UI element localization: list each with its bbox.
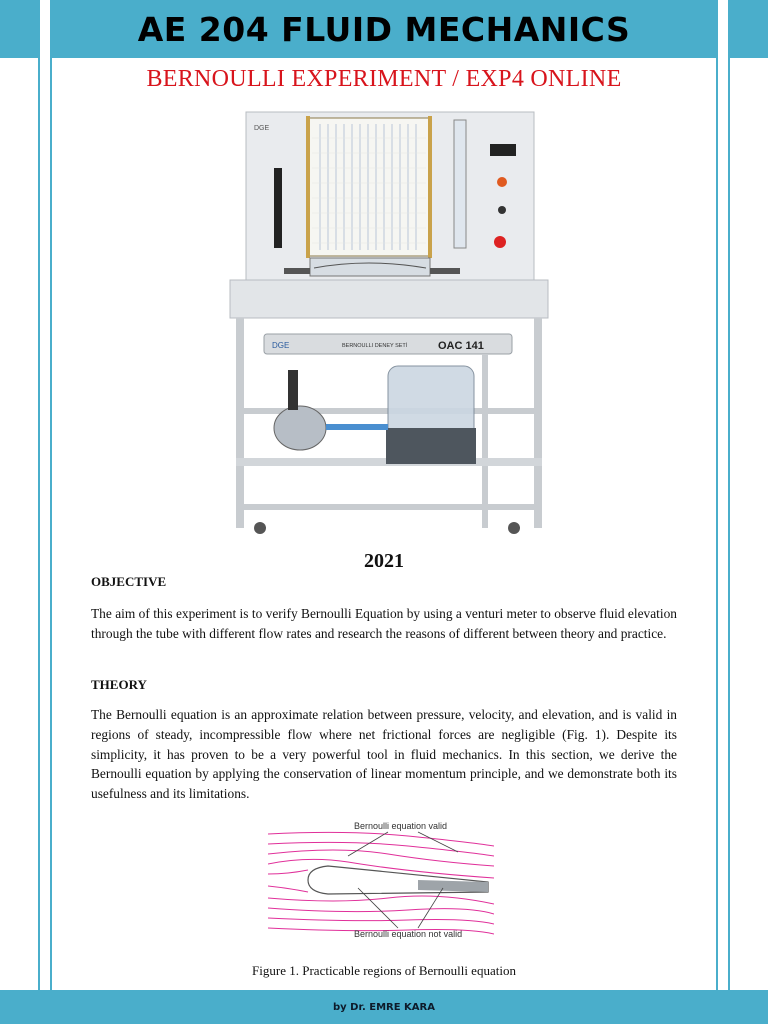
label-valid: Bernoulli equation valid — [354, 821, 448, 831]
label-not-valid: Bernoulli equation not valid — [354, 929, 463, 939]
page-title: AE 204 FLUID MECHANICS — [137, 9, 631, 49]
svg-text:DGE: DGE — [254, 125, 270, 132]
bernoulli-regions-figure — [268, 816, 494, 942]
objective-heading: OBJECTIVE — [91, 574, 167, 589]
header-band-left — [0, 0, 38, 58]
objective-paragraph: The aim of this experiment is to verify Bernoulli Equation by using a venturi meter to observe fluid elevation through the tube with different flow rates and research the reasons of different between theory and practice. — [91, 606, 677, 641]
page-subtitle: BERNOULLI EXPERIMENT / EXP4 ONLINE — [146, 66, 622, 92]
header-band-right — [730, 0, 768, 58]
frame-line-left-outer — [38, 0, 40, 1024]
frame-line-left-inner — [50, 0, 52, 1024]
panel-brand-text: BERNOULLI DENEY SETİ — [342, 343, 408, 349]
svg-text:DGE: DGE — [272, 341, 290, 350]
year-label: 2021 — [364, 550, 404, 572]
theory-paragraph: The Bernoulli equation is an approximate relation between pressure, velocity, and elevation, and is valid in regions of steady, incompressible flow where net frictional forces are negligible (Fig. 1). Despite its simplicity, it has proven to be a very powerful tool in fluid mechanics. In this section, we derive the Bernoulli equation by applying the conservation of linear momentum principle, and we demonstrate both its usefulness and its limitations. — [91, 707, 677, 802]
header-banner — [52, 0, 716, 58]
panel-model-text: OAC 141 — [438, 340, 484, 352]
figure-caption: Figure 1. Practicable regions of Bernoulli equation — [252, 963, 516, 978]
theory-heading: THEORY — [91, 677, 147, 692]
frame-line-right-outer — [728, 0, 730, 1024]
footer-author: by Dr. EMRE KARA — [333, 1001, 435, 1013]
apparatus-photo — [228, 108, 550, 544]
footer-band — [0, 990, 768, 1024]
frame-line-right-inner — [716, 0, 718, 1024]
